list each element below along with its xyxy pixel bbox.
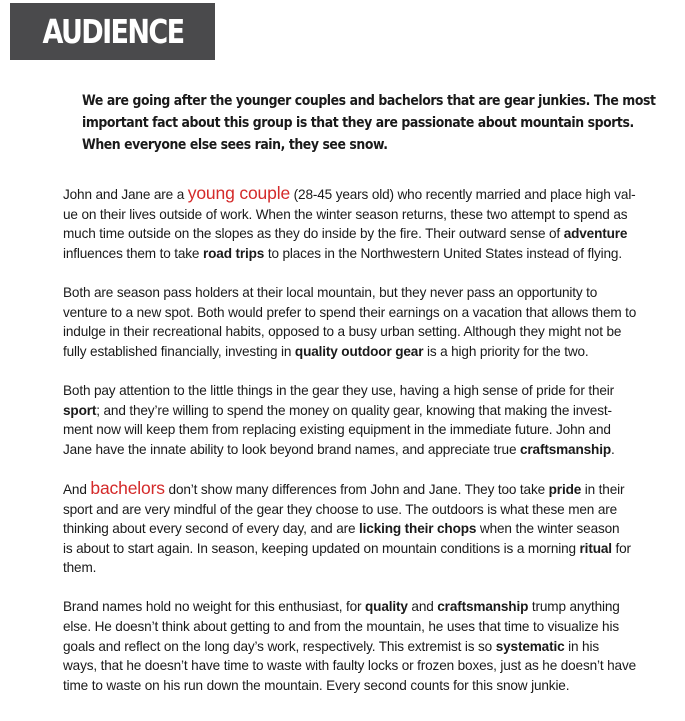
text-segment: in his bbox=[564, 638, 599, 654]
intro-statement bbox=[82, 90, 656, 156]
text-segment: them. bbox=[63, 560, 97, 576]
emphasis-text: licking their chops bbox=[359, 521, 477, 537]
text-line bbox=[63, 500, 663, 520]
text-segment: And bbox=[63, 481, 91, 497]
emphasis-text: ritual bbox=[579, 540, 612, 556]
text-segment: sport and are very mindful of the gear they choose to use. The outdoors is what these men are bbox=[63, 501, 618, 517]
text-segment: don’t show many differences from John and Jane. They too take bbox=[164, 481, 549, 497]
text-line bbox=[63, 184, 663, 205]
text-line bbox=[63, 342, 663, 362]
text-segment: trump anything bbox=[528, 599, 620, 615]
text-segment: goals and reflect on the long day’s work, respectively. This extremist is so bbox=[63, 638, 496, 654]
text-segment: when the winter season bbox=[476, 521, 620, 537]
text-line bbox=[63, 224, 663, 244]
emphasis-text: craftsmanship bbox=[520, 441, 611, 457]
text-line bbox=[63, 205, 663, 225]
text-line bbox=[63, 420, 663, 440]
emphasis-text: sport bbox=[63, 402, 97, 418]
text-segment: else. He doesn’t think about getting to and from the mountain, he uses that time to visualize his bbox=[63, 619, 619, 635]
text-segment: Jane have the innate ability to look beyond brand names, and appreciate true bbox=[63, 441, 520, 457]
text-line bbox=[63, 303, 663, 323]
text-line bbox=[63, 401, 663, 421]
paragraph bbox=[63, 283, 663, 361]
text-segment: fully established financially, investing in bbox=[63, 343, 295, 359]
text-segment: much time outside on the slopes as they do inside by the fire. Their outward sense of bbox=[63, 226, 564, 242]
text-segment: Brand names hold no weight for this enthusiast, for bbox=[63, 599, 366, 615]
text-segment: Both are season pass holders at their local mountain, but they never pass an opportunity to bbox=[63, 284, 598, 300]
text-line bbox=[63, 381, 663, 401]
text-segment: (28-45 years old) who recently married and place high val- bbox=[290, 187, 636, 202]
highlight-text: young couple bbox=[187, 183, 291, 203]
text-segment: ; and they’re willing to spend the money on quality gear, knowing that making the invest- bbox=[96, 402, 612, 418]
text-segment: ways, that he doesn’t have time to waste with faulty locks or frozen boxes, just as he doesn’t have bbox=[63, 658, 637, 674]
text-segment: for bbox=[611, 540, 631, 556]
paragraph bbox=[63, 184, 663, 263]
text-segment: in their bbox=[581, 481, 625, 497]
text-segment: venture to a new spot. Both would prefer to spend their earnings on a vacation that allows them to bbox=[63, 304, 637, 320]
paragraph bbox=[63, 597, 663, 695]
text-line bbox=[63, 440, 663, 460]
text-line bbox=[63, 597, 663, 617]
text-line bbox=[63, 322, 663, 342]
text-segment: indulge in their recreational habits, opposed to a busy urban setting. Although they might not be bbox=[63, 324, 622, 340]
emphasis-text: road trips bbox=[202, 245, 265, 261]
text-line bbox=[63, 283, 663, 303]
intro-line: important fact about this group is that they are passionate about mountain sports. bbox=[82, 115, 634, 131]
text-line bbox=[63, 539, 663, 559]
paragraph bbox=[63, 381, 663, 459]
emphasis-text: craftsmanship bbox=[437, 599, 529, 615]
text-segment: and bbox=[407, 599, 438, 615]
text-line bbox=[63, 519, 663, 539]
text-line bbox=[63, 656, 663, 676]
text-line bbox=[63, 637, 663, 657]
text-segment: . bbox=[610, 441, 615, 457]
emphasis-text: quality bbox=[365, 599, 408, 615]
text-segment: Both pay attention to the little things in the gear they use, having a high sense of pride for their bbox=[63, 382, 615, 398]
text-segment: John and Jane are a bbox=[63, 187, 188, 202]
text-line bbox=[63, 479, 663, 500]
page-title: AUDIENCE bbox=[42, 12, 183, 51]
intro-line: When everyone else sees rain, they see snow. bbox=[82, 137, 388, 153]
intro-line: We are going after the younger couples and bachelors that are gear junkies. The most bbox=[82, 93, 656, 109]
title-banner bbox=[10, 3, 215, 60]
emphasis-text: adventure bbox=[563, 226, 628, 242]
text-line bbox=[63, 617, 663, 637]
emphasis-text: pride bbox=[548, 481, 582, 497]
text-segment: thinking about every second of every day, and are bbox=[63, 521, 360, 537]
text-line bbox=[63, 558, 663, 578]
text-segment: is a high priority for the two. bbox=[423, 343, 589, 359]
highlight-text: bachelors bbox=[90, 477, 165, 498]
body-text bbox=[63, 184, 663, 715]
text-line bbox=[63, 676, 663, 696]
text-segment: influences them to take bbox=[63, 245, 203, 261]
text-segment: time to waste on his run down the mountain. Every second counts for this snow junkie. bbox=[63, 677, 570, 693]
text-segment: ue on their lives outside of work. When the winter season returns, these two attempt to spend as bbox=[63, 206, 628, 222]
text-line bbox=[63, 244, 663, 264]
paragraph bbox=[63, 479, 663, 578]
emphasis-text: quality outdoor gear bbox=[294, 343, 424, 359]
text-segment: ment now will keep them from replacing existing equipment in the immediate future. John and bbox=[63, 422, 611, 438]
emphasis-text: systematic bbox=[495, 638, 565, 654]
text-segment: to places in the Northwestern United States instead of flying. bbox=[264, 245, 622, 261]
text-segment: is about to start again. In season, keeping updated on mountain conditions is a morning bbox=[63, 540, 580, 556]
